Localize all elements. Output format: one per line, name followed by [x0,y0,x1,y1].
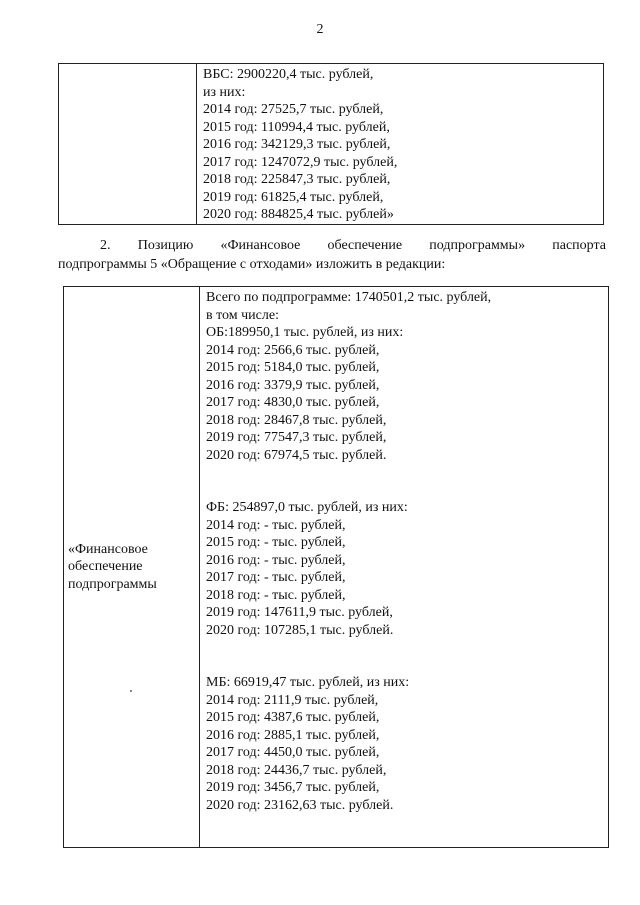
text-line: МБ: 66919,47 тыс. рублей, из них: [206,675,410,690]
text-line: 2017 год: - тыс. рублей, [206,570,346,585]
text-line: 2020 год: 23162,63 тыс. рублей. [206,797,394,813]
table1-values-cell [197,64,604,225]
funding-table-continuation [58,63,604,225]
text-line: 2016 год: - тыс. рублей, [206,552,346,568]
text-line: подпрограммы [68,576,157,592]
text-line: 2017 год: 4450,0 тыс. рублей, [206,745,380,760]
position-label [68,541,199,594]
text-line: 2017 год: 4830,0 тыс. рублей, [206,395,380,410]
text-line: 2020 год: 107285,1 тыс. рублей. [206,622,394,638]
text-line: 2016 год: 3379,9 тыс. рублей, [206,377,380,393]
text-line: 2019 год: 147611,9 тыс. рублей, [206,605,393,620]
amendment-paragraph [58,236,606,274]
text-line: ФБ: 254897,0 тыс. рублей, из них: [206,500,408,515]
text-line: 2019 год: 3456,7 тыс. рублей, [206,780,380,795]
text-line: в том числе: [206,307,279,323]
fb-funding-block [206,499,608,639]
text-line: 2016 год: 2885,1 тыс. рублей, [206,727,380,743]
text-line: 2020 год: 884825,4 тыс. рублей» [203,207,394,222]
text-line: 2014 год: - тыс. рублей, [206,517,346,533]
vbs-funding-list [203,66,603,224]
text-line: 2015 год: 5184,0 тыс. рублей, [206,360,380,375]
text-line: из них: [203,84,246,100]
text-line: 2014 год: 2566,6 тыс. рублей, [206,342,380,358]
text-line: 2014 год: 2111,9 тыс. рублей, [206,692,379,708]
text-line: 2014 год: 27525,7 тыс. рублей, [203,102,384,117]
text-line: «Финансовое [68,541,148,557]
table1-label-cell [59,64,197,225]
text-line: ОБ:189950,1 тыс. рублей, из них: [206,325,404,340]
text-line: 2018 год: 24436,7 тыс. рублей, [206,762,387,778]
text-line: 2015 год: 4387,6 тыс. рублей, [206,710,380,725]
paragraph-line-1: 2. Позицию «Финансовое обеспечение подпрограммы» паспорта [100,238,606,253]
paragraph-line-2: подпрограммы 5 «Обращение с отходами» изложить в редакции: [58,257,446,272]
text-line: ВБС: 2900220,4 тыс. рублей, [203,67,374,82]
text-line: 2016 год: 342129,3 тыс. рублей, [203,137,391,152]
scan-speck [130,690,132,692]
text-line: 2015 год: 110994,4 тыс. рублей, [203,119,390,135]
text-line: 2015 год: - тыс. рублей, [206,535,346,550]
position-label-cell [64,287,200,848]
funding-values-cell [200,287,609,848]
text-line: обеспечение [68,559,143,575]
text-line: 2019 год: 77547,3 тыс. рублей, [206,430,387,445]
text-line: 2018 год: - тыс. рублей, [206,587,346,603]
mb-funding-block [206,674,608,814]
page-number: 2 [316,22,324,37]
funding-table-subprogram-5 [63,286,609,848]
text-line: 2017 год: 1247072,9 тыс. рублей, [203,154,398,170]
total-funding-block [206,289,608,324]
text-line: 2018 год: 225847,3 тыс. рублей, [203,172,391,187]
text-line: Всего по подпрограмме: 1740501,2 тыс. рублей, [206,290,492,305]
text-line: 2019 год: 61825,4 тыс. рублей, [203,189,384,205]
text-line: 2020 год: 67974,5 тыс. рублей. [206,447,387,463]
ob-funding-block [206,324,608,464]
text-line: 2018 год: 28467,8 тыс. рублей, [206,412,387,428]
